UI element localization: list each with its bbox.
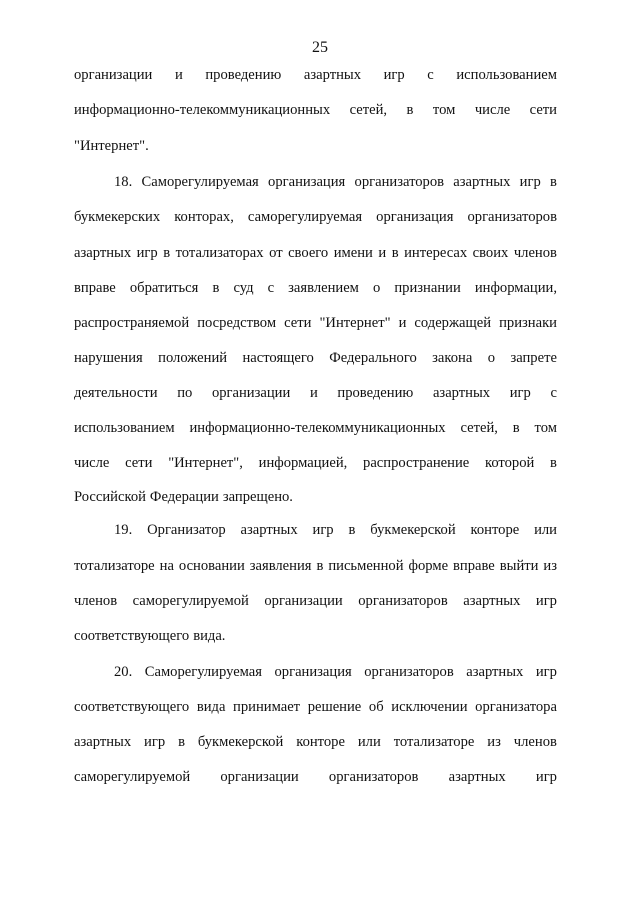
word: организаторов [358, 593, 448, 609]
word: с [427, 67, 434, 83]
word: в [391, 245, 399, 261]
word: организация [268, 174, 346, 190]
text-line [74, 767, 557, 787]
word: о [487, 350, 496, 366]
word: и [378, 245, 387, 261]
word: организации [211, 385, 291, 401]
word: информационно-телекоммуникационных [74, 102, 331, 118]
word: об [368, 699, 384, 715]
word: членов [74, 593, 118, 609]
word: сетей, [460, 420, 498, 436]
word: имени [333, 245, 373, 261]
word: от [269, 245, 283, 261]
word: 20. [114, 664, 133, 680]
text-line [74, 662, 557, 682]
word: с [267, 280, 275, 296]
word: в [316, 558, 324, 574]
word: конторах, [174, 209, 234, 225]
word: тотализаторе [74, 558, 155, 574]
word: саморегулируемой [74, 769, 191, 785]
word: в [550, 174, 557, 190]
word: сети [529, 102, 557, 118]
word: информацией, [258, 455, 348, 471]
word: организаторов [364, 664, 454, 680]
word: проведению [337, 385, 414, 401]
word: азартных [463, 593, 521, 609]
word: распространяемой [74, 315, 190, 331]
word: и [309, 385, 318, 401]
word: в [406, 102, 414, 118]
word: и [398, 315, 407, 331]
word: членов [513, 734, 557, 750]
text-line [74, 348, 557, 368]
word: игр [383, 67, 405, 83]
word: соответствующего [74, 699, 190, 715]
word: сетей, [349, 102, 388, 118]
word: Федерации [149, 489, 219, 505]
word: признаки [499, 315, 557, 331]
word: основании [178, 558, 245, 574]
text-line [74, 65, 557, 85]
word: положений [158, 350, 228, 366]
word: которой [484, 455, 535, 471]
word: конторе [296, 734, 345, 750]
text-line [74, 556, 557, 576]
word: организаторов [328, 769, 419, 785]
word: вида [196, 699, 226, 715]
word: Саморегулируемая [141, 174, 259, 190]
text-line [74, 697, 557, 717]
word: букмекерских [74, 209, 161, 225]
text-line [74, 591, 557, 611]
text-line [74, 732, 557, 752]
text-line [74, 520, 557, 540]
word: признании [394, 280, 461, 296]
word: вправе [453, 558, 495, 574]
word: и [174, 67, 183, 83]
word: саморегулируемая [247, 209, 363, 225]
word: о [373, 280, 381, 296]
text-line [74, 626, 557, 646]
word: азартных [432, 385, 491, 401]
word: азартных [453, 174, 511, 190]
word: Федерального [329, 350, 417, 366]
word: игр [136, 245, 158, 261]
word: информации, [474, 280, 557, 296]
word: игр [519, 174, 541, 190]
word: информационно-телекоммуникационных [189, 420, 446, 436]
word: конторе [470, 522, 520, 538]
word: проведению [205, 67, 282, 83]
word: Российской [74, 489, 146, 505]
text-line [74, 487, 557, 507]
word: в [348, 522, 356, 538]
word: членов [513, 245, 557, 261]
word: букмекерской [370, 522, 456, 538]
word: организации [264, 593, 343, 609]
word: азартных [303, 67, 361, 83]
word: своего [288, 245, 329, 261]
word: азартных [240, 522, 298, 538]
word: принимает [233, 699, 301, 715]
word: игр [535, 593, 557, 609]
word: числе [74, 455, 110, 471]
word: организаторов [467, 209, 557, 225]
text-line [74, 418, 557, 438]
word: своих [472, 245, 509, 261]
word: в [178, 734, 185, 750]
word: исключении [391, 699, 468, 715]
word: закона [432, 350, 473, 366]
text-line [74, 453, 557, 473]
text-line [74, 278, 557, 298]
word: организации [220, 769, 299, 785]
word: в [212, 280, 220, 296]
word: в [550, 455, 557, 471]
word: азартных [74, 245, 132, 261]
word: в [163, 245, 171, 261]
word: вправе [74, 280, 116, 296]
word: содержащей [414, 315, 492, 331]
word: в [512, 420, 520, 436]
text-line [74, 243, 557, 263]
word: сети [284, 315, 312, 331]
word: том [432, 102, 456, 118]
word: интересах [404, 245, 468, 261]
word: 19. [114, 522, 133, 538]
word: посредством [197, 315, 277, 331]
text-line [74, 207, 557, 227]
word: числе [474, 102, 511, 118]
word: с [550, 385, 557, 401]
text-line [74, 100, 557, 120]
word: организация [274, 664, 352, 680]
word: обратиться [129, 280, 199, 296]
word: Организатор [147, 522, 226, 538]
text-line [74, 383, 557, 403]
word: на [159, 558, 174, 574]
word: Саморегулируемая [144, 664, 262, 680]
word: том [534, 420, 557, 436]
word: игр [535, 664, 557, 680]
word: 18. [114, 174, 133, 190]
word: вида. [193, 628, 226, 644]
word: соответствующего [74, 628, 190, 644]
word: организаторов [354, 174, 445, 190]
word: "Интернет" [319, 315, 391, 331]
word: решение [307, 699, 362, 715]
word: игр [312, 522, 334, 538]
word: выйти [499, 558, 539, 574]
word: использованием [74, 420, 175, 436]
word: настоящего [242, 350, 314, 366]
word: азартных [74, 734, 132, 750]
word: тотализаторах [175, 245, 264, 261]
word: письменной [328, 558, 404, 574]
word: "Интернет", [168, 455, 243, 471]
word: из [487, 734, 501, 750]
word: организации [74, 67, 153, 83]
word: распространение [363, 455, 470, 471]
word: организатора [475, 699, 557, 715]
word: деятельности [74, 385, 158, 401]
word: форме [408, 558, 449, 574]
word: букмекерской [197, 734, 284, 750]
word: суд [233, 280, 254, 296]
text-line [74, 313, 557, 333]
word: игр [535, 769, 557, 785]
text-line [74, 136, 557, 156]
word: использованием [456, 67, 557, 83]
word: запрете [510, 350, 557, 366]
word: из [543, 558, 557, 574]
word: азартных [448, 769, 506, 785]
word: по [177, 385, 193, 401]
word: азартных [466, 664, 524, 680]
page-number: 25 [312, 39, 328, 56]
word: заявлением [288, 280, 359, 296]
word: саморегулируемой [132, 593, 249, 609]
word: игр [509, 385, 531, 401]
word: "Интернет". [74, 138, 149, 154]
word: тотализаторе [393, 734, 475, 750]
word: заявления [249, 558, 312, 574]
word: или [534, 522, 557, 538]
word: запрещено. [222, 489, 293, 505]
word: или [357, 734, 381, 750]
text-line [74, 172, 557, 192]
word: игр [144, 734, 166, 750]
word: сети [125, 455, 153, 471]
word: организация [376, 209, 454, 225]
word: нарушения [74, 350, 143, 366]
